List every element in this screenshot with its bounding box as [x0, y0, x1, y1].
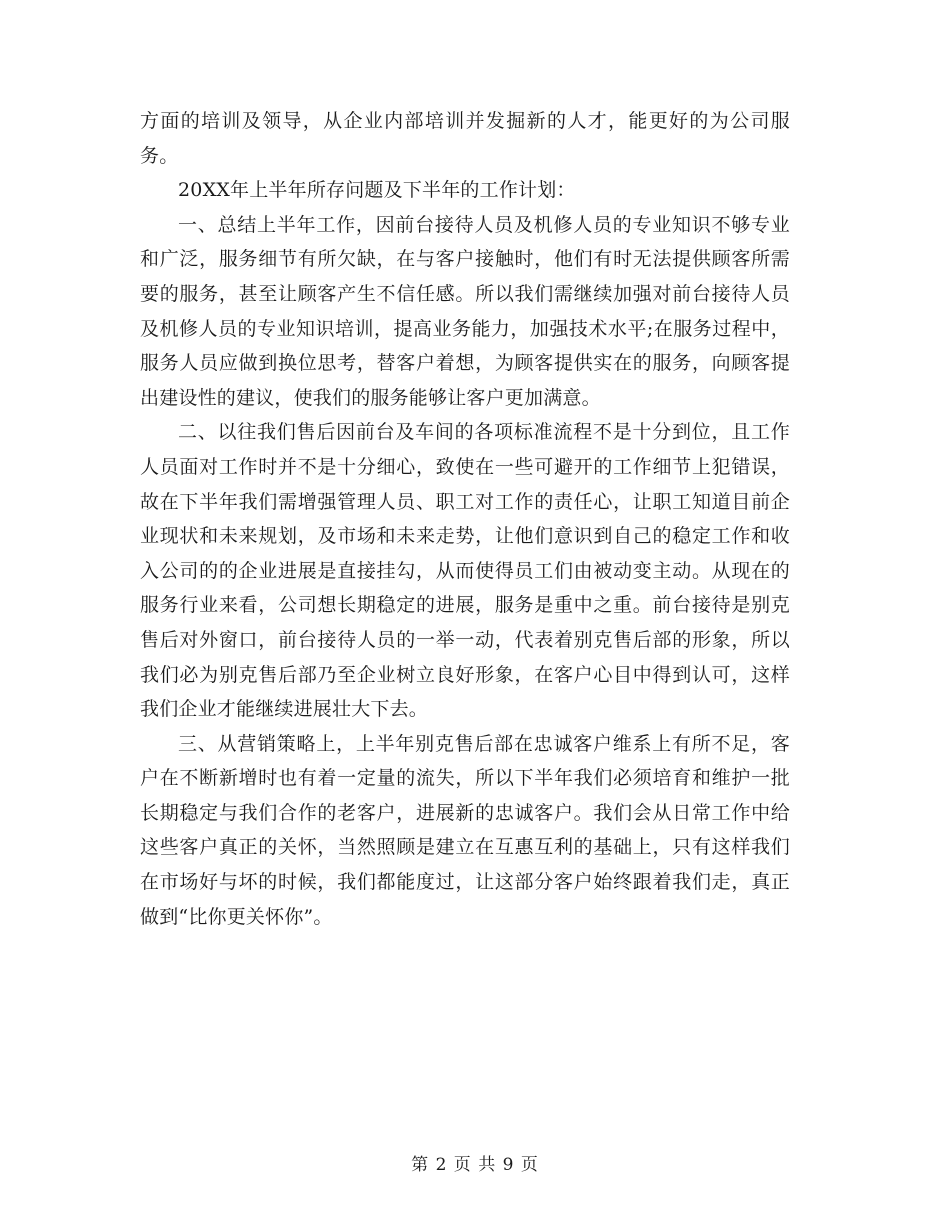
paragraph-point-three: 三、从营销策略上，上半年别克售后部在忠诚客户维系上有所不足，客户在不断新增时也有着一定量的流失，所以下半年我们必须培育和维护一批长期稳定与我们合作的老客户，进展新的忠诚客户。我们会从日常工作中给这些客户真正的关怀，当然照顾是建立在互惠互利的基础上，只有这样我们在市场好与坏的时候，我们都能度过，让这部分客户始终跟着我们走，真正做到“比你更关怀你”。: [140, 732, 790, 928]
paragraph-continuation: 方面的培训及领导，从企业内部培训并发掘新的人才，能更好的为公司服务。: [140, 110, 790, 167]
paragraph-point-two: 二、以往我们售后因前台及车间的各项标准流程不是十分到位，且工作人员面对工作时并不是十分细心，致使在一些可避开的工作细节上犯错误，故在下半年我们需增强管理人员、职工对工作的责任心，让职工知道目前企业现状和未来规划，及市场和未来走势，让他们意识到自己的稳定工作和收入公司的的企业进展是直接挂勾，从而使得员工们由被动变主动。从现在的服务行业来看，公司想长期稳定的进展，服务是重中之重。前台接待是别克售后对外窗口，前台接待人员的一举一动，代表着别克售后部的形象，所以我们必为别克售后部乃至企业树立良好形象，在客户心目中得到认可，这样我们企业才能继续进展壮大下去。: [140, 421, 790, 721]
document-body: [140, 104, 790, 934]
paragraph-point-one: 一、总结上半年工作，因前台接待人员及机修人员的专业知识不够专业和广泛，服务细节有所欠缺，在与客户接触时，他们有时无法提供顾客所需要的服务，甚至让顾客产生不信任感。所以我们需继续加强对前台接待人员及机修人员的专业知识培训，提高业务能力，加强技术水平;在服务过程中，服务人员应做到换位思考，替客户着想，为顾客提供实在的服务，向顾客提出建设性的建议，使我们的服务能够让客户更加满意。: [140, 213, 790, 409]
section-heading-plan: 20XX年上半年所存问题及下半年的工作计划：: [178, 179, 576, 202]
page-number-footer: 第 2 页 共 9 页: [411, 1155, 539, 1175]
